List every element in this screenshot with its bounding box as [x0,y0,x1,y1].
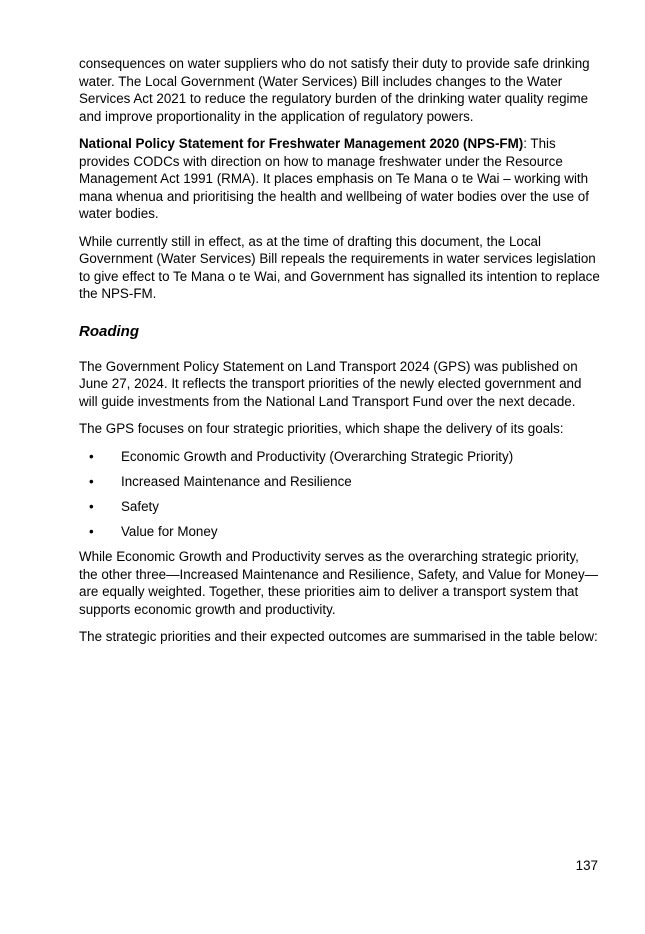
paragraph-water-services: consequences on water suppliers who do not satisfy their duty to provide safe drinking water. The Local Government (Water Services) Bill includes changes to the Water Services Act 2021 to reduce the regulatory burden of the drinking water quality regime and improve proportionality in the application of regulatory powers. [79,56,590,124]
paragraph-gps-focus: The GPS focuses on four strategic priorities, which shape the delivery of its goals: [79,421,564,436]
page-number: 137 [575,858,598,873]
priorities-list [79,448,601,541]
nps-fm-text: : This provides CODCs with direction on how to manage freshwater under the Resource Management Act 1991 (RMA). It places emphasis on Te Mana o te Wai – working with mana whenua and prioritising the health and wellbeing of water bodies over the use of water bodies. [79,136,589,221]
paragraph-table-intro: The strategic priorities and their expected outcomes are summarised in the table below: [79,629,598,644]
list-item [79,448,601,466]
bullet-icon: • [89,448,94,464]
section-heading-roading: Roading [79,322,139,340]
priority-label: Safety [121,498,159,514]
priority-label: Economic Growth and Productivity (Overarching Strategic Priority) [121,448,514,464]
nps-fm-heading: National Policy Statement for Freshwater Management 2020 (NPS-FM) [79,136,524,151]
priority-label: Increased Maintenance and Resilience [121,473,352,489]
paragraph-te-mana-effect: While currently still in effect, as at the time of drafting this document, the Local Government (Water Services) Bill repeals the requirements in water services legislation to give effect to Te Mana o te Wai, and Government has signalled its intention to replace the NPS-FM. [79,233,600,301]
paragraph-nps-fm [79,135,601,223]
bullet-icon: • [89,523,94,539]
document-page [79,55,601,656]
priority-label: Value for Money [121,523,218,539]
list-item [79,498,601,516]
paragraph-gps-intro: The Government Policy Statement on Land Transport 2024 (GPS) was published on June 27, 2024. It reflects the transport priorities of the newly elected government and will guide investments from the National Land Transport Fund over the next decade. [79,358,582,409]
list-item [79,473,601,491]
paragraph-gps-summary: While Economic Growth and Productivity serves as the overarching strategic priority, the other three—Increased Maintenance and Resilience, Safety, and Value for Money—are equally weighted. Together, these priorities aim to deliver a transport system that supports economic growth and productivity. [79,549,599,617]
list-item [79,523,601,541]
bullet-icon: • [89,498,94,514]
bullet-icon: • [89,473,94,489]
